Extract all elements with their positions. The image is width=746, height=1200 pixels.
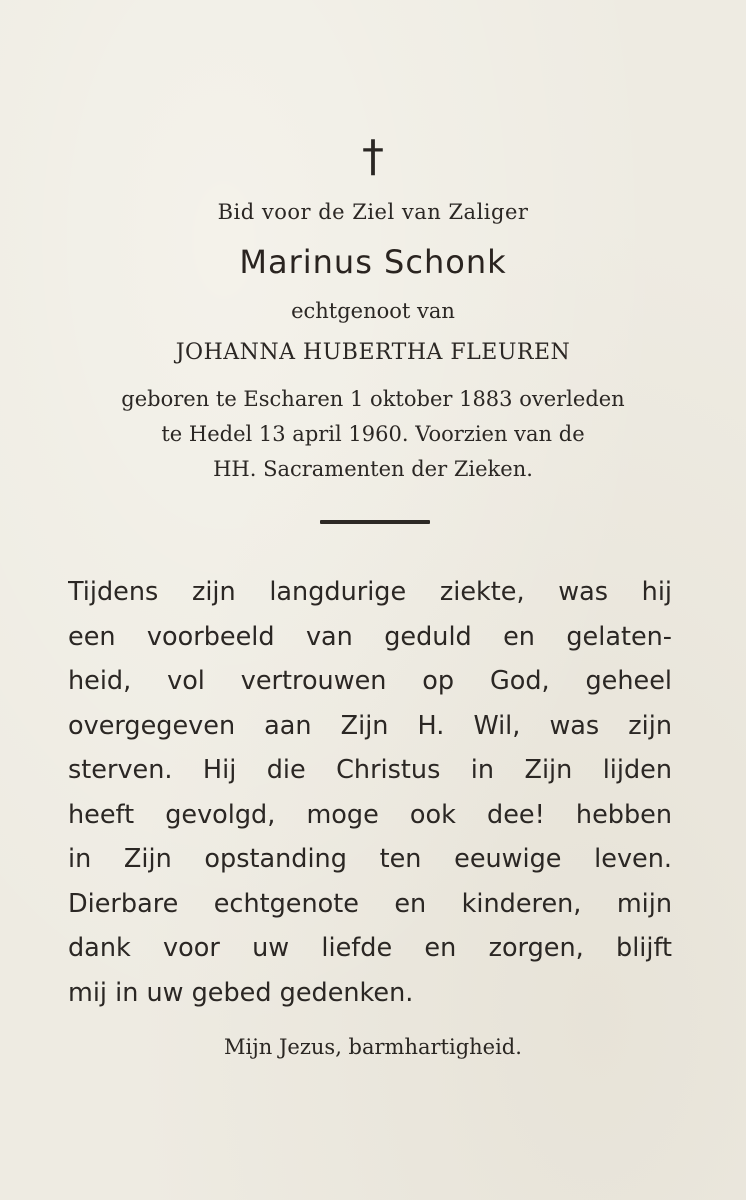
body-line: een voorbeeld van geduld en gelaten-: [68, 621, 672, 652]
body-line: Tijdens zijn langdurige ziekte, was hij: [68, 577, 672, 607]
body-line: sterven. Hij die Christus in Zijn lijden: [68, 755, 672, 785]
body-line: dank voor uw liefde en zorgen, blijft: [68, 933, 672, 963]
deceased-name: Marinus Schonk: [239, 243, 507, 281]
cross-icon: †: [362, 131, 384, 182]
closing-prayer: Mijn Jezus, barmhartigheid.: [224, 1035, 522, 1059]
body-line: heid, vol vertrouwen op God, geheel: [68, 666, 672, 696]
life-line-1: geboren te Escharen 1 oktober 1883 overleden: [121, 387, 625, 411]
body-line: overgegeven aan Zijn H. Wil, was zijn: [68, 710, 672, 741]
spouse-label: echtgenoot van: [291, 299, 455, 323]
divider-rule: [320, 520, 430, 524]
life-line-3: HH. Sacramenten der Zieken.: [213, 457, 533, 481]
body-line: heeft gevolgd, moge ook dee! hebben: [68, 799, 672, 830]
invocation-text: Bid voor de Ziel van Zaliger: [217, 200, 529, 224]
spouse-name: JOHANNA HUBERTHA FLEUREN: [175, 340, 571, 365]
life-line-2: te Hedel 13 april 1960. Voorzien van de: [161, 422, 585, 446]
body-line: Dierbare echtgenote en kinderen, mijn: [68, 888, 672, 919]
body-line: in Zijn opstanding ten eeuwige leven.: [68, 844, 672, 874]
body-paragraph: [68, 570, 672, 1015]
body-line: mij in uw gebed gedenken.: [68, 977, 414, 1008]
